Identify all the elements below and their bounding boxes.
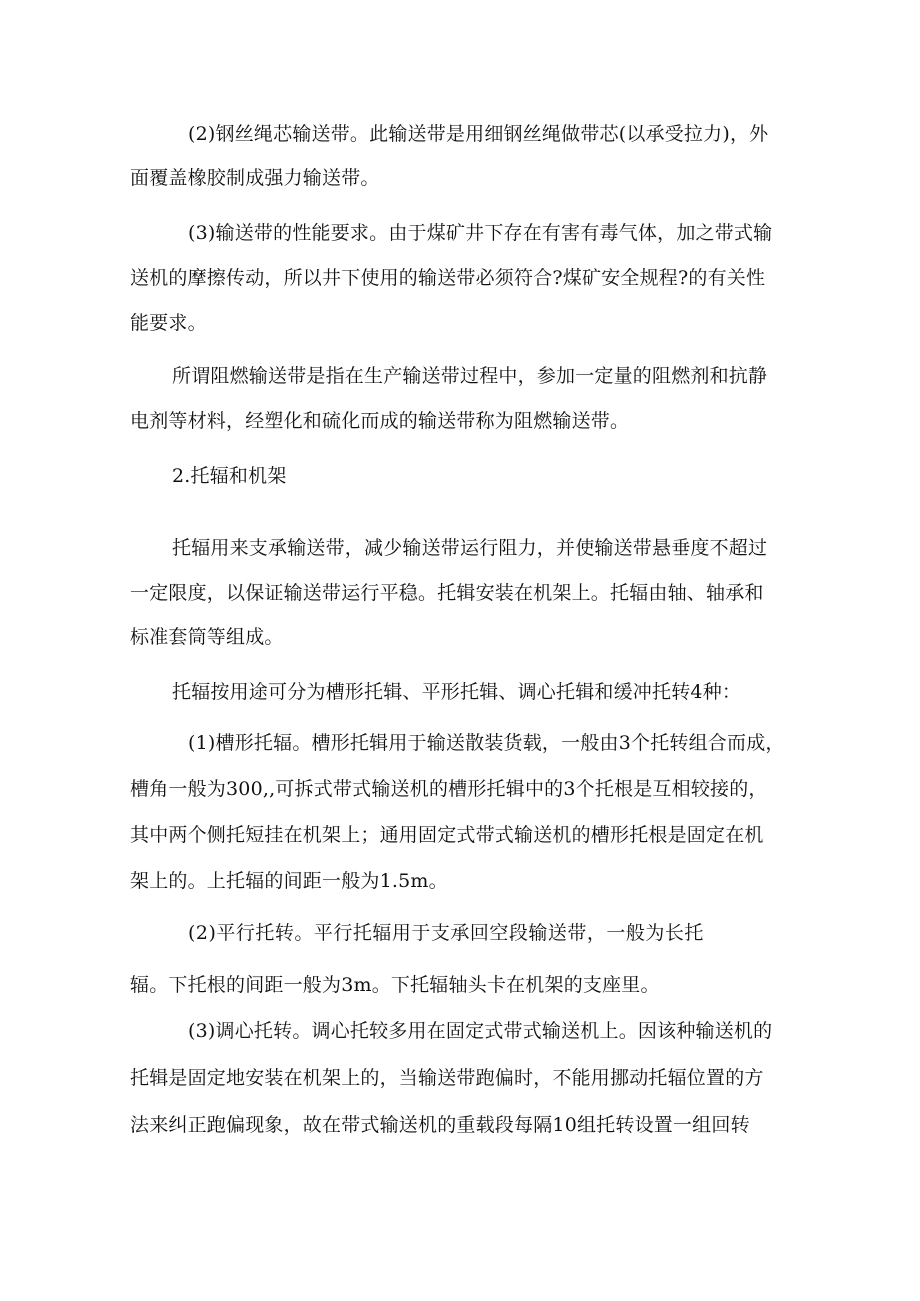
self-aligning-idler-line-1: (3)调心托转。调心托较多用在固定式带式输送机上。因该种输送机的: [188, 1020, 773, 1042]
trough-idler-line-1: (1)槽形托辐。槽形托辑用于输送散装货载，一般由3个托转组合而成，: [188, 732, 785, 754]
idler-types-line: 托辐按用途可分为槽形托辑、平形托辑、调心托辑和缓冲托转4种：: [172, 681, 742, 703]
trough-idler-line-3: 其中两个侧托短挂在机架上；通用固定式带式输送机的槽形托根是固定在机: [130, 824, 764, 846]
section-heading: 2.托辐和机架: [172, 465, 287, 487]
idler-paragraph-line-1: 托辐用来支承输送带，减少输送带运行阻力，并使输送带悬垂度不超过: [172, 537, 768, 559]
flame-retardant-line-2: 电剂等材料，经塑化和硫化而成的输送带称为阻燃输送带。: [130, 410, 630, 432]
flame-retardant-line-1: 所谓阻燃输送带是指在生产输送带过程中，参加一定量的阻燃剂和抗静: [172, 365, 768, 387]
paragraph-2-line-1: (2)钢丝绳芯输送带。此输送带是用细钢丝绳做带芯(以承受拉力)，外: [188, 123, 769, 145]
idler-paragraph-line-3: 标准套筒等组成。: [130, 626, 284, 648]
self-aligning-idler-line-3: 法来纠正跑偏现象，故在带式输送机的重载段每隔10组托转设置一组回转: [130, 1114, 750, 1136]
paragraph-2-line-2: 面覆盖橡胶制成强力输送带。: [130, 167, 380, 189]
trough-idler-line-4: 架上的。上托辐的间距一般为1.5m。: [130, 870, 448, 892]
flat-idler-line-1: (2)平行托转。平行托辐用于支承回空段输送带，一般为长托: [188, 922, 704, 944]
idler-paragraph-line-2: 一定限度，以保证输送带运行平稳。托辑安装在机架上。托辐由轴、轴承和: [130, 582, 764, 604]
paragraph-3-line-3: 能要求。: [130, 312, 207, 334]
trough-idler-line-2: 槽角一般为300,,可拆式带式输送机的槽形托辑中的3个托根是互相较接的，: [130, 778, 768, 800]
flat-idler-line-2: 辐。下托根的间距一般为3m。下托辐轴头卡在机架的支座里。: [130, 974, 660, 996]
self-aligning-idler-line-2: 托辑是固定地安装在机架上的，当输送带跑偏时，不能用挪动托辐位置的方: [130, 1067, 764, 1089]
paragraph-3-line-2: 送机的摩擦传动，所以井下使用的输送带必须符合?煤矿安全规程?的有关性: [130, 267, 766, 289]
paragraph-3-line-1: (3)输送带的性能要求。由于煤矿井下存在有害有毒气体，加之带式输: [188, 222, 773, 244]
